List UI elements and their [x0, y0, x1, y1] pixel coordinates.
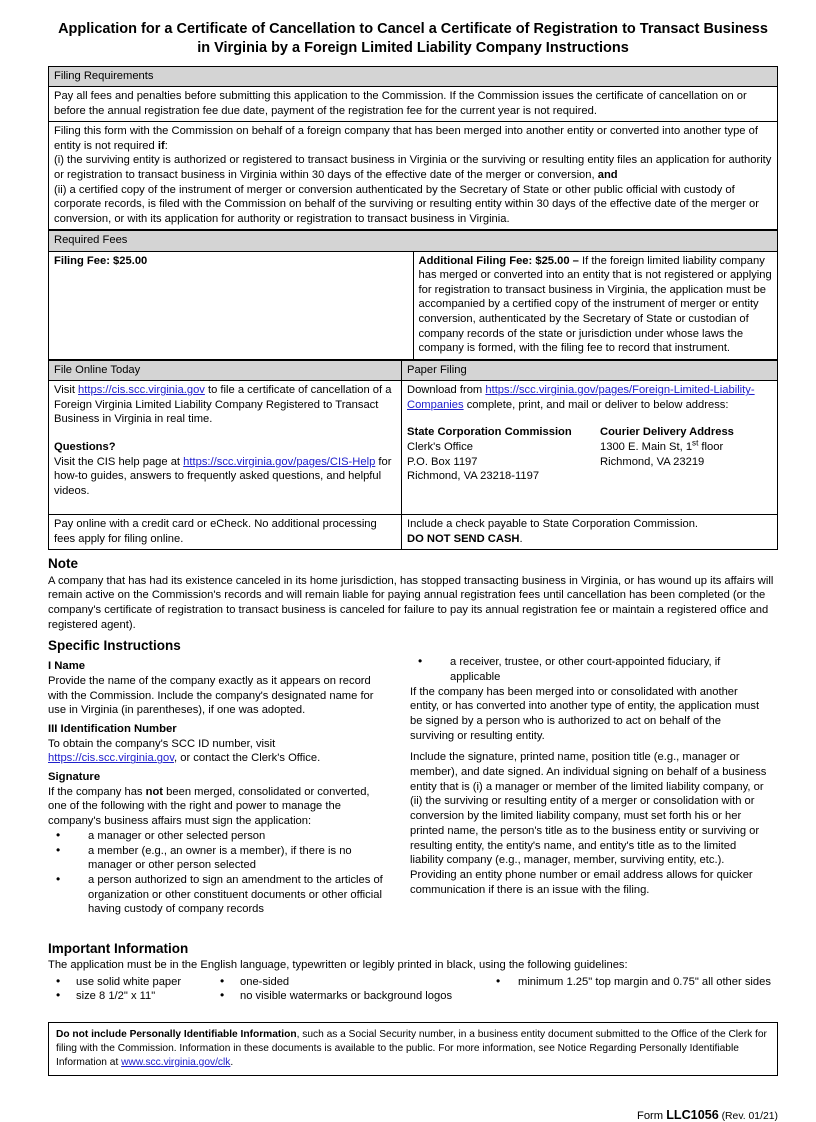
- filing-requirements-table: [48, 66, 778, 231]
- required-fees-table: [48, 230, 778, 360]
- additional-fee-text: If the foreign limited liability company has merged or converted into an entity that is not registered or applying for registration to transact business in Virginia, the application must be accompanied by a certified copy of the instrument of merger or entity conversion, authenticated by the Secretary of State or custodian of company records of the state or jurisdiction under whose laws the company is formed, with the filing fee to record that instrument.: [418, 254, 772, 355]
- download-suffix: complete, print, and mail or deliver to below address:: [463, 398, 729, 411]
- list-item: • one-sided: [212, 975, 482, 990]
- table-row: [49, 122, 778, 230]
- mail-address-line: Richmond, VA 23218-1197: [407, 470, 540, 483]
- paper-payment-cell: [402, 515, 778, 550]
- filing-requirements-para2: [49, 122, 778, 230]
- courier-address-title: Courier Delivery Address: [600, 426, 734, 439]
- cis-help-link[interactable]: https://scc.virginia.gov/pages/CIS-Help: [183, 455, 376, 468]
- scc-clk-link[interactable]: www.scc.virginia.gov/clk: [121, 1056, 231, 1068]
- page-title: Application for a Certificate of Cancellation to Cancel a Certificate of Registration to Transact Business in Virginia by a Foreign Limited Liability Company Instructions: [58, 21, 768, 57]
- guidelines-list-3: [482, 975, 778, 990]
- filing-fee-amount: Filing Fee: $25.00: [54, 254, 148, 267]
- name-section-heading: I Name: [48, 660, 86, 673]
- important-information-intro: The application must be in the English language, typewritten or legibly printed in black, using the following guidelines:: [48, 959, 628, 972]
- questions-prefix: Visit the CIS help page at: [54, 455, 184, 468]
- questions-heading: Questions?: [54, 440, 116, 453]
- courier-street-post: floor: [698, 440, 724, 453]
- specific-instructions-columns: [48, 655, 778, 916]
- filing-requirements-para1: Pay all fees and penalties before submitting this application to the Commission. If the Commission issues the certificate of cancellation on or before the annual registration fee due date, payment of the registration fee for the current year is not required.: [49, 87, 778, 122]
- signature-intro-post: been merged, consolidated or converted, one of the following with the right and power to manage the company's business affairs must sign the application:: [48, 785, 370, 828]
- filing-methods-table: [48, 360, 778, 551]
- mail-address-line: Clerk's Office: [407, 440, 473, 453]
- list-item: • a receiver, trustee, or other court-appointed fiduciary, if applicable: [410, 655, 768, 684]
- form-number-footer: [48, 1108, 778, 1122]
- table-row: [49, 231, 778, 252]
- file-online-heading: File Online Today: [49, 360, 402, 381]
- disclaimer-text-end: .: [230, 1056, 234, 1068]
- file-online-cell: [49, 381, 402, 515]
- online-payment-cell: Pay online with a credit card or eCheck. No additional processing fees apply for filing online.: [49, 515, 402, 550]
- list-item: • a member (e.g., an owner is a member), if there is no manager or other person selected: [48, 844, 390, 873]
- para2-clause-i: (i) the surviving entity is authorized or registered to transact business in Virginia or the surviving or resulting entity files an application for authority or registration to transact business in Virginia within 30 days of the effective date of the merger or conversion,: [54, 154, 772, 181]
- filing-requirements-heading: Filing Requirements: [49, 66, 778, 87]
- guidelines-column-3: [482, 975, 778, 1004]
- courier-street-pre: 1300 E. Main St, 1: [600, 440, 693, 453]
- additional-filing-fee-cell: [413, 251, 778, 359]
- id-text-prefix: To obtain the company's SCC ID number, visit: [48, 737, 276, 750]
- signature-merged-paragraph: If the company has been merged into or consolidated with another entity, or has converted into another type of entity, the application must be signed by a person who is authorized to act on behalf of the surviving or resulting entity.: [410, 685, 760, 742]
- courier-address-line: Richmond, VA 23219: [600, 455, 705, 468]
- visit-suffix: to file a certificate of cancellation of a Foreign Virginia Limited Liability Company Registered to Transact Business in Virginia in real time.: [54, 384, 392, 426]
- list-item: • no visible watermarks or background logos: [212, 989, 482, 1004]
- spacer: [407, 412, 772, 425]
- disclaimer-text: , such as a Social Security number, in a business entity document submitted to the Office of the Clerk for filing with the Commission. Information in these documents is available to the public. For more information, see Notice Regarding Personally Identifiable Information at: [56, 1029, 767, 1068]
- questions-suffix: for how-to guides, answers to frequently asked questions, and helpful videos.: [54, 455, 392, 497]
- guidelines-column-1: [48, 975, 212, 1004]
- paper-payment-text: Include a check payable to State Corporation Commission.: [407, 518, 699, 531]
- cis-portal-link[interactable]: https://cis.scc.virginia.gov: [78, 384, 205, 397]
- form-revision: (Rev. 01/21): [718, 1111, 778, 1122]
- spacer: [54, 427, 396, 440]
- para2-lead: Filing this form with the Commission on behalf of a foreign company that has been merged into another entity or converted into another type of entity is not required: [54, 125, 758, 152]
- do-not-send-cash: DO NOT SEND CASH: [407, 532, 520, 545]
- form-label: Form: [636, 1110, 667, 1122]
- guidelines-list-1: [48, 975, 212, 1004]
- identification-number-text: [48, 737, 390, 766]
- important-information-heading: Important Information: [48, 940, 189, 956]
- specific-instructions-right-column: [400, 655, 768, 916]
- specific-instructions-heading: Specific Instructions: [48, 638, 181, 654]
- download-prefix: Download from: [407, 384, 486, 397]
- identification-number-heading: III Identification Number: [48, 723, 177, 736]
- table-row: [49, 251, 778, 359]
- required-fees-heading: Required Fees: [49, 231, 778, 252]
- signature-intro-bold: not: [145, 785, 164, 798]
- table-row: [49, 66, 778, 87]
- mail-address-title: State Corporation Commission: [407, 426, 572, 439]
- list-item: • a manager or other selected person: [48, 829, 390, 844]
- table-row: [49, 360, 778, 381]
- para2-and: and: [597, 168, 618, 181]
- list-item: • use solid white paper: [48, 975, 212, 990]
- filing-fee-cell: [49, 251, 414, 359]
- signature-include-paragraph: Include the signature, printed name, position title (e.g., manager or member), and date signed. An individual signing on behalf of a business entity that is (i) a manager or member of the limited liability company, or (ii) the surviving or resulting entity of a merger or consolidation with or conversion by the limited liability company, must set forth his or her printed name, the person's title as to the business entity or surviving or resulting entity, the entity's name, and entity's title as to the limited liability company (e.g., manager, member, surviving entity, etc.). Providing an entity phone number or email address allows for quicker communication if there is an issue with the filing.: [410, 751, 767, 896]
- id-text-suffix: , or contact the Clerk's Office.: [174, 752, 321, 765]
- name-section-text: Provide the name of the company exactly as it appears on record with the Commission. Include the company's designated name for use in Virginia (in parentheses), if one was adopted.: [48, 675, 374, 717]
- paper-filing-heading: Paper Filing: [402, 360, 778, 381]
- foreign-llc-forms-link[interactable]: https://scc.virginia.gov/pages/Foreign-Limited-Liability-Companies: [407, 384, 755, 411]
- signature-intro: [48, 785, 390, 829]
- table-row: [49, 381, 778, 515]
- disclaimer-bold-lead: Do not include Personally Identifiable Information: [56, 1029, 297, 1041]
- signature-intro-pre: If the company has: [48, 785, 146, 798]
- visit-prefix: Visit: [54, 384, 79, 397]
- list-item: • a person authorized to sign an amendment to the articles of organization or other constituent documents or other official having custody of company records: [48, 873, 390, 917]
- courier-address-block: [600, 425, 734, 483]
- list-item: • size 8 1/2" x 11": [48, 989, 212, 1004]
- mail-address-line: P.O. Box 1197: [407, 455, 478, 468]
- note-text: A company that has had its existence canceled in its home jurisdiction, has stopped transacting business in Virginia, or has wound up its affairs will remain active on the Commission's records and will remain liable for paying annual registration fees until cancellation has been completed (or the company's certificate of registration to transact business is canceled for failure to pay its annual registration fee or maintain a registered office and registered agent).: [48, 574, 774, 631]
- courier-address-line: [600, 440, 734, 455]
- guidelines-list-2: [212, 975, 482, 1004]
- note-heading: Note: [48, 556, 78, 572]
- specific-instructions-left-column: [48, 655, 400, 916]
- para2-if: if: [157, 139, 165, 152]
- list-item: • minimum 1.25" top margin and 0.75" all other sides: [482, 975, 778, 990]
- signature-heading: Signature: [48, 771, 101, 784]
- paper-payment-period: .: [519, 532, 523, 545]
- addresses-row: [407, 425, 772, 483]
- mail-address-block: [407, 425, 600, 483]
- cis-id-lookup-link[interactable]: https://cis.scc.virginia.gov: [48, 752, 175, 765]
- guidelines-column-2: [212, 975, 482, 1004]
- document-page: [48, 0, 778, 1122]
- paper-filing-cell: [402, 381, 778, 515]
- important-information-columns: [48, 975, 778, 1004]
- para2-colon: :: [164, 139, 168, 152]
- signature-bullet-list-right: [410, 655, 768, 684]
- table-row: [49, 515, 778, 550]
- courier-street-ordinal: st: [692, 438, 699, 448]
- pii-disclaimer-box: [48, 1022, 778, 1076]
- para2-clause-ii: (ii) a certified copy of the instrument of merger or conversion authenticated by the Secretary of State or other public official with custody of corporate records, is filed with the Commission on behalf of the surviving or resulting entity within 30 days of the effective date of the merger or conversion, or with its application for authority or registration to transact business in Virginia.: [54, 183, 759, 225]
- additional-fee-label: Additional Filing Fee: $25.00 –: [418, 254, 579, 267]
- form-number: LLC1056: [666, 1108, 719, 1122]
- signature-bullet-list-left: [48, 829, 390, 917]
- table-row: [49, 87, 778, 122]
